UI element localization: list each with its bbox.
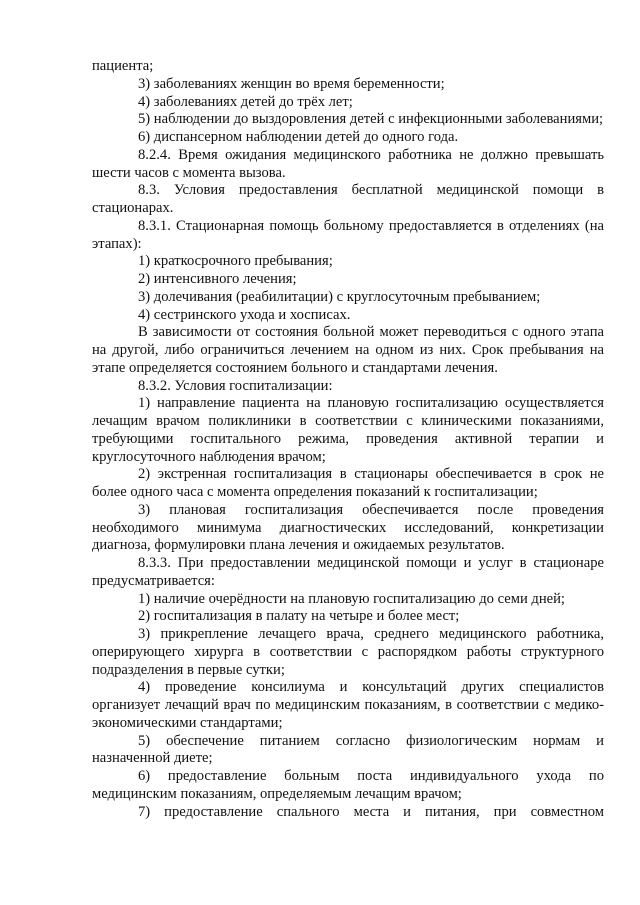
section-paragraph: 8.3.3. При предоставлении медицинской помощи и услуг в стационаре предусматривается:: [92, 555, 604, 589]
list-item: 1) направление пациента на плановую госпитализацию осуществляется лечащим врачом поликлиники в соответствии с клиническими показаниями, требующими госпитального режима, проведения активной терапии и круглосуточного наблюдения врачом;: [92, 395, 604, 465]
section-heading: 8.3.2. Условия госпитализации:: [138, 377, 333, 394]
list-item: 7) предоставление спального места и питания, при совместном: [138, 803, 604, 820]
document-page: [92, 58, 604, 821]
list-item: 6) диспансерном наблюдении детей до одного года.: [138, 129, 459, 145]
list-item: 2) интенсивного лечения;: [138, 271, 297, 287]
list-item: 2) госпитализация в палату на четыре и более мест;: [138, 608, 460, 625]
list-item: 5) обеспечение питанием согласно физиологическим нормам и назначенной диете;: [92, 732, 604, 767]
paragraph: В зависимости от состояния больной может переводиться с одного этапа на другой, либо ограничиться лечением на одном из них. Срок пребывания на этапе определяется состоянием больного и стандартами лечения.: [92, 324, 604, 376]
list-item: 5) наблюдении до выздоровления детей с инфекционными заболеваниями;: [138, 111, 604, 128]
list-item: 2) экстренная госпитализация в стационары обеспечивается в срок не более одного часа с момента определения показаний к госпитализации;: [92, 466, 604, 500]
list-item: 6) предоставление больным поста индивидуального ухода по медицинским показаниям, определяемым лечащим врачом;: [92, 768, 604, 802]
list-item: 1) краткосрочного пребывания;: [138, 253, 333, 270]
list-item: 4) заболеваниях детей до трёх лет;: [138, 93, 353, 110]
paragraph: пациента;: [92, 58, 154, 74]
list-item: 3) прикрепление лечащего врача, среднего медицинского работника, оперирующего хирурга в соответствии с распорядком работы структурного подразделения в первые сутки;: [92, 626, 604, 678]
list-item: 4) проведение консилиума и консультаций других специалистов организует лечащий врач по медицинским показаниям, в соответствии с медико-экономическими стандартами;: [92, 679, 604, 731]
list-item: 3) долечивания (реабилитации) с круглосуточным пребыванием;: [138, 288, 541, 305]
list-item: 3) плановая госпитализация обеспечивается после проведения необходимого минимума диагностических исследований, конкретизации диагноза, формулировки плана лечения и ожидаемых результатов.: [92, 501, 604, 554]
list-item: 3) заболеваниях женщин во время беременности;: [138, 75, 445, 92]
list-item: 4) сестринского ухода и хосписах.: [138, 306, 351, 323]
section-heading: 8.3. Условия предоставления бесплатной медицинской помощи в стационарах.: [92, 182, 604, 216]
list-item: 1) наличие очерёдности на плановую госпитализацию до семи дней;: [138, 590, 565, 607]
section-paragraph: 8.2.4. Время ожидания медицинского работника не должно превышать шести часов с момента вызова.: [92, 146, 604, 181]
section-paragraph: 8.3.1. Стационарная помощь больному предоставляется в отделениях (на этапах):: [92, 217, 604, 252]
